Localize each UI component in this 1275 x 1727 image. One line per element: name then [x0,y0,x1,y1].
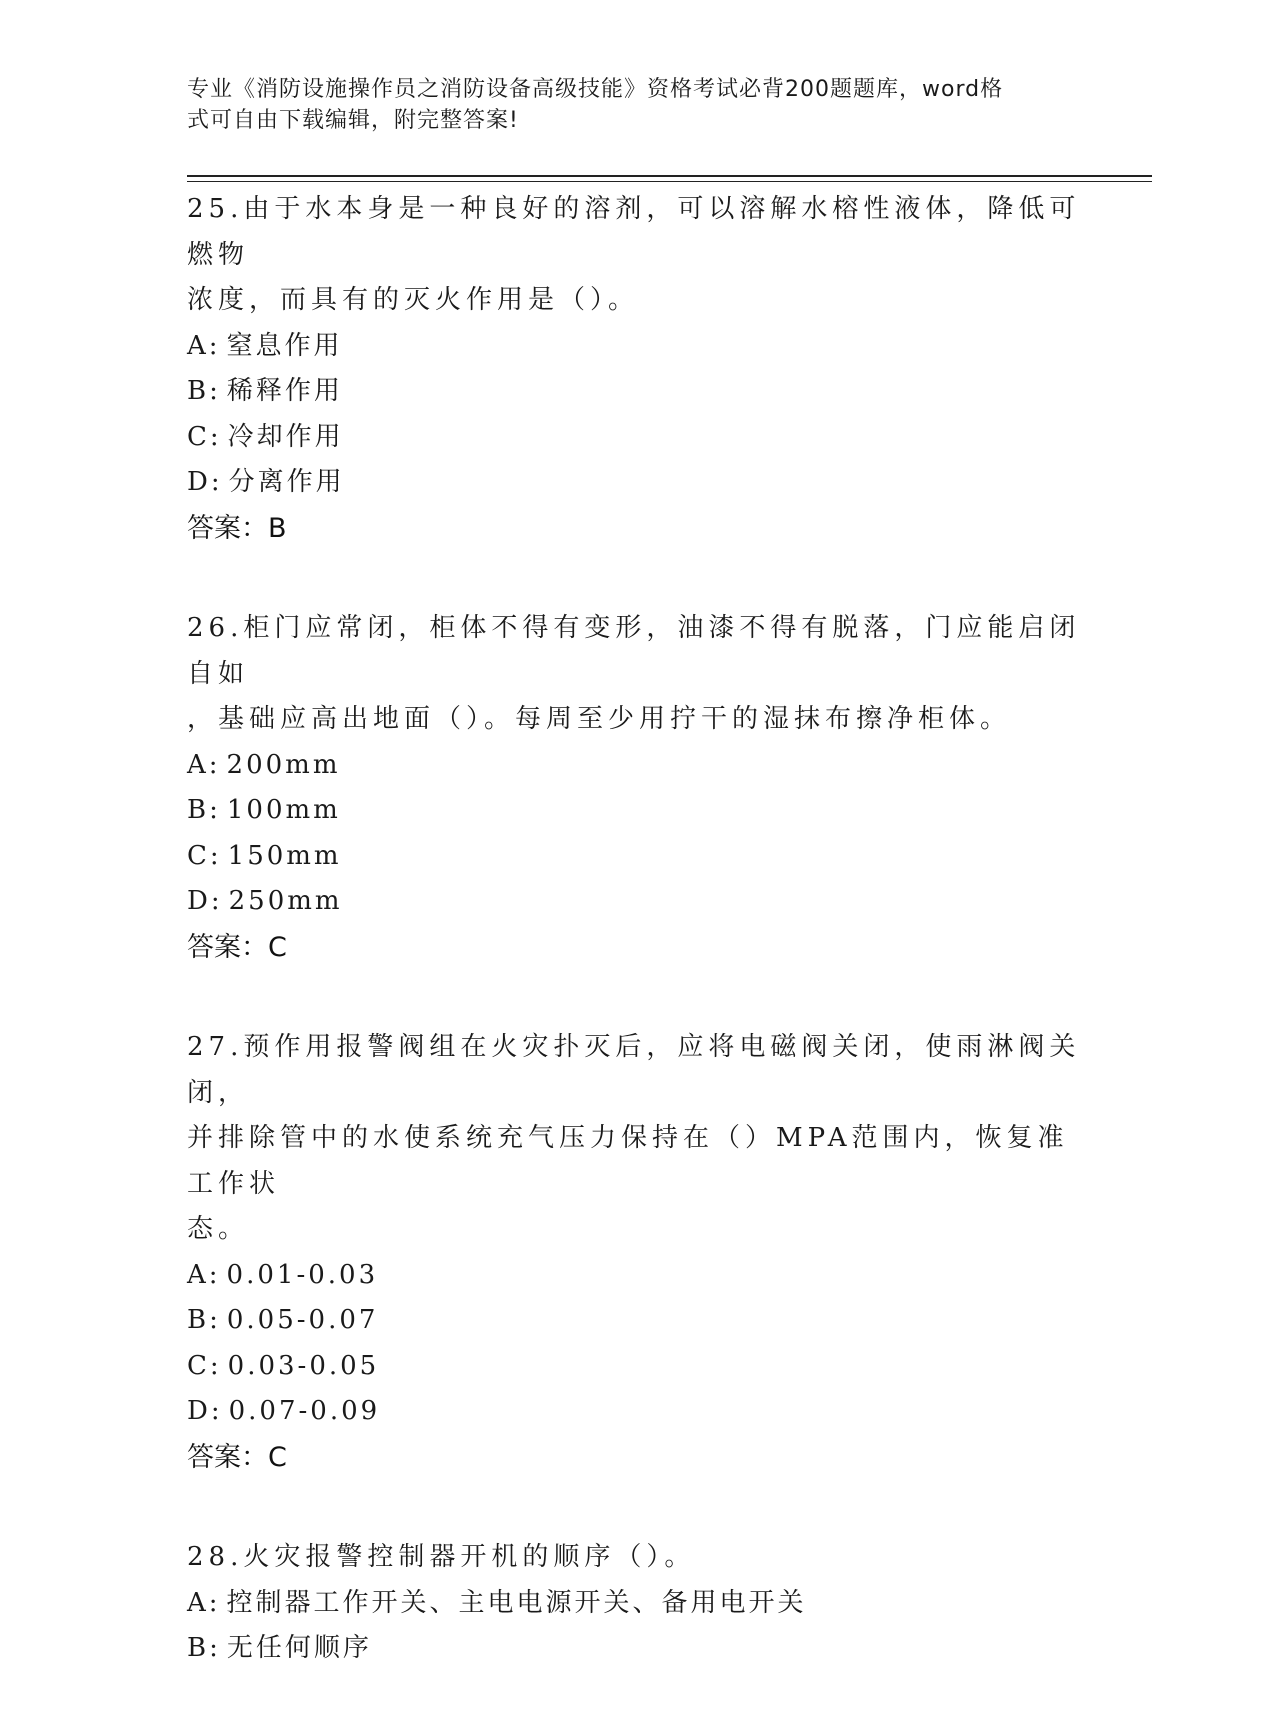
question-text-line: 态。 [187,1214,250,1244]
option-text: 无任何顺序 [226,1633,372,1663]
answer-option [187,415,1087,461]
answer-line [187,506,1087,552]
question-text-line: 25.由于水本身是一种良好的溶剂，可以溶解水榕性液体，降低可燃物 [187,194,1081,270]
option-key: A: [187,1259,221,1290]
question-text-line: ，基础应高出地面（）。每周至少用拧干的湿抹布擦净柜体。 [187,704,1012,734]
answer-option [187,1298,1087,1344]
answer-option [187,1253,1087,1299]
answer-option [187,369,1087,415]
question-text-line: 并排除管中的水使系统充气压力保持在（）MPA范围内，恢复准工作状 [187,1123,1069,1199]
option-text: 窒息作用 [226,330,343,361]
answer-value: C [268,931,287,963]
answer-label: 答案： [187,1441,268,1473]
answer-option [187,834,1087,880]
option-text: 0.05-0.07 [226,1305,379,1335]
answer-option [187,324,1087,370]
option-key: B: [187,795,221,825]
option-key: A: [187,330,221,361]
answer-option [187,1581,1087,1627]
answer-option [187,879,1087,925]
option-key: A: [187,749,221,780]
answer-label: 答案： [187,931,268,963]
question-text-line: 27.预作用报警阀组在火灾扑灭后，应将电磁阀关闭，使雨淋阀关闭， [187,1032,1081,1108]
option-key: D: [187,467,223,497]
answer-line [187,1435,1087,1481]
question-list [187,187,1087,1727]
option-key: A: [187,1587,221,1618]
header-divider-thin [187,181,1152,182]
answer-option [187,788,1087,834]
option-text: 分离作用 [228,467,345,497]
option-key: B: [187,1305,221,1335]
option-text: 150mm [227,840,342,871]
option-key: C: [187,1350,222,1381]
option-text: 冷却作用 [227,421,344,452]
option-text: 控制器工作开关、主电电源开关、备用电开关 [226,1587,807,1618]
document-header [187,74,1077,136]
answer-option [187,1626,1087,1672]
answer-option [187,743,1087,789]
option-text: 100mm [226,795,341,825]
answer-value: B [268,512,287,544]
answer-label: 答案： [187,512,268,544]
header-divider-thick [187,175,1152,177]
option-key: D: [187,886,223,916]
option-key: B: [187,376,221,406]
question-block [187,606,1087,970]
question-text-line: 浓度，而具有的灭火作用是（）。 [187,285,640,315]
question-block [187,1025,1087,1480]
option-key: C: [187,840,222,871]
option-text: 稀释作用 [226,376,343,406]
option-key: B: [187,1633,221,1663]
header-line-1: 专业《消防设施操作员之消防设备高级技能》资格考试必背200题题库，word格 [187,77,1004,102]
question-text-line: 26.柜门应常闭，柜体不得有变形，油漆不得有脱落，门应能启闭自如 [187,613,1081,689]
question-text-line: 28.火灾报警控制器开机的顺序（）。 [187,1542,696,1572]
option-text: 250mm [228,886,343,916]
option-key: C: [187,421,222,452]
answer-value: C [268,1441,287,1473]
option-text: 200mm [226,749,341,780]
question-block [187,187,1087,551]
option-text: 0.03-0.05 [227,1350,380,1381]
answer-option [187,1389,1087,1435]
answer-option [187,1344,1087,1390]
answer-option [187,460,1087,506]
option-text: 0.07-0.09 [228,1396,381,1426]
option-key: D: [187,1396,223,1426]
option-text: 0.01-0.03 [226,1259,379,1290]
header-line-2: 式可自由下载编辑，附完整答案! [187,108,519,133]
answer-line [187,925,1087,971]
question-block [187,1535,1087,1672]
